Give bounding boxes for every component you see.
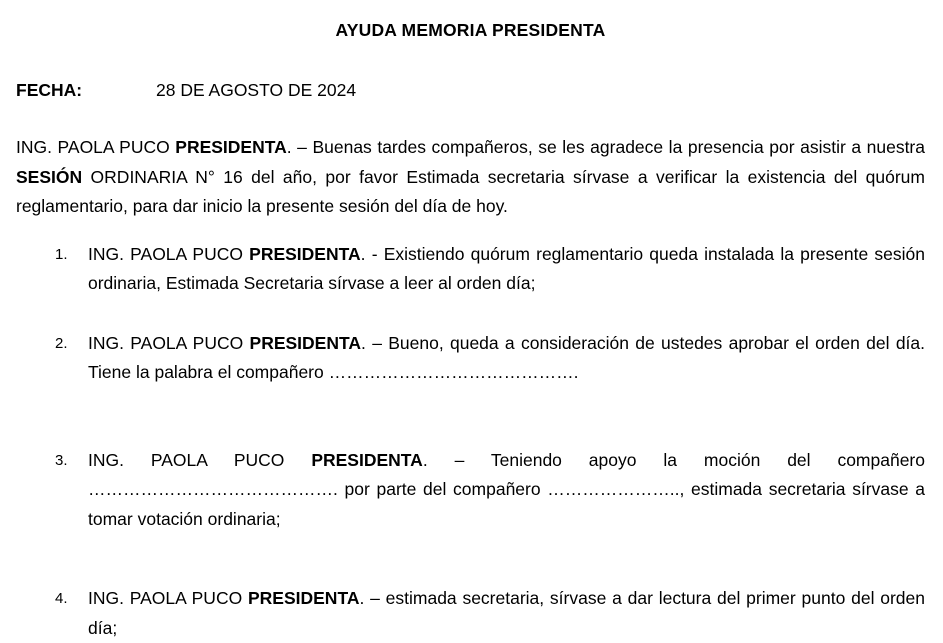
intro-paragraph: ING. PAOLA PUCO PRESIDENTA. – Buenas tardes compañeros, se les agradece la presencia por asistir a nuestra SESIÓN ORDINARIA N° 16 del año, por favor Estimada secretaria sírvase a verificar la existencia del quórum reglamentario, para dar inicio la presente sesión del día de hoy. bbox=[16, 133, 925, 222]
fecha-value: 28 DE AGOSTO DE 2024 bbox=[156, 80, 356, 100]
list-item-number: 2. bbox=[55, 329, 88, 359]
list-item-number: 1. bbox=[55, 240, 88, 270]
list-item-1 bbox=[16, 240, 925, 299]
numbered-list bbox=[16, 240, 925, 643]
list-item-text: ING. PAOLA PUCO PRESIDENTA. – Bueno, queda a consideración de ustedes aprobar el orden del día. Tiene la palabra el compañero ……………………………………. bbox=[88, 329, 925, 388]
fecha-label: FECHA: bbox=[16, 76, 156, 105]
list-item-number: 4. bbox=[55, 584, 88, 614]
list-item-text: ING. PAOLA PUCO PRESIDENTA. - Existiendo quórum reglamentario queda instalada la presente sesión ordinaria, Estimada Secretaria sírvase a leer al orden día; bbox=[88, 240, 925, 299]
list-item-text: ING. PAOLA PUCO PRESIDENTA. – Teniendo apoyo la moción del compañero ……………………………………. por parte del compañero ………………….., estimada secretaria sírvase a tomar votación ordinaria; bbox=[88, 446, 925, 535]
list-item-4 bbox=[16, 584, 925, 643]
list-item-2 bbox=[16, 329, 925, 388]
fecha-row bbox=[16, 76, 925, 105]
list-item-number: 3. bbox=[55, 446, 88, 476]
list-item-3 bbox=[16, 446, 925, 535]
list-item-text: ING. PAOLA PUCO PRESIDENTA. – estimada secretaria, sírvase a dar lectura del primer punto del orden día; bbox=[88, 584, 925, 643]
document-title: AYUDA MEMORIA PRESIDENTA bbox=[16, 0, 925, 42]
